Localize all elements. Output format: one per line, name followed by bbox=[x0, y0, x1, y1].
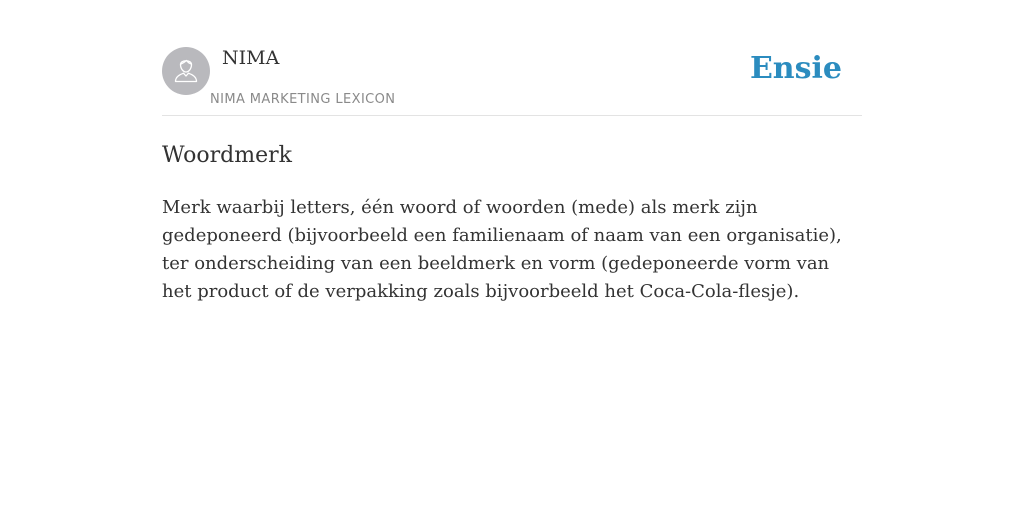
entry-definition: Merk waarbij letters, één woord of woorden (mede) als merk zijn gedeponeerd (bijvoorbeeld een familienaam of naam van een organisatie), ter onderscheiding van een beeldmerk en vorm (gedeponeerde vorm van het product of de verpakking zoals bijvoorbeeld het Coca-Cola-flesje). bbox=[162, 197, 842, 302]
user-icon bbox=[171, 54, 201, 89]
lexicon-link[interactable]: NIMA MARKETING LEXICON bbox=[210, 92, 396, 107]
entry-card bbox=[162, 0, 862, 306]
author-name[interactable]: NIMA bbox=[222, 47, 280, 69]
author-avatar[interactable] bbox=[162, 47, 210, 95]
entry-header bbox=[162, 0, 862, 116]
entry-term: Woordmerk bbox=[162, 143, 292, 168]
ensie-logo-link[interactable]: Ensie bbox=[749, 51, 842, 86]
